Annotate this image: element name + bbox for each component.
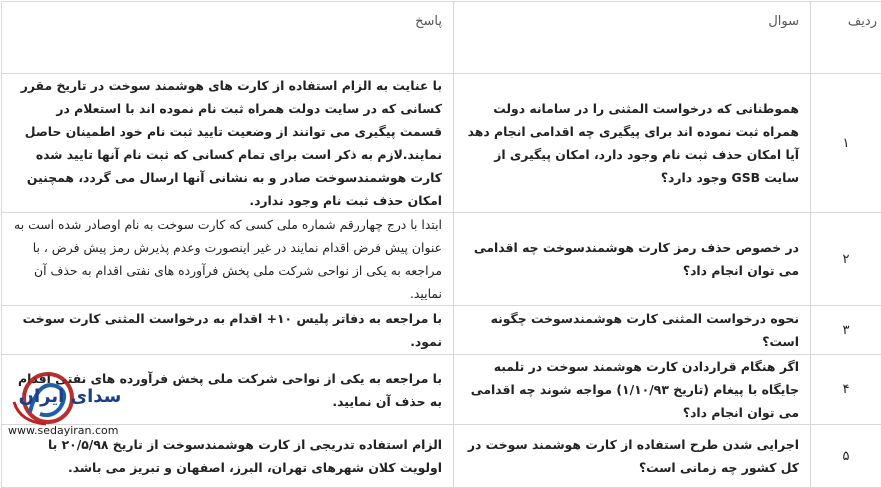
table-row — [2, 306, 881, 355]
answer-cell: ابتدا با درج چهاررقم شماره ملی کسی که کارت سوخت به نام اوصادر شده است به عنوان پیش فرض اقدام نمایند در غیر اینصورت وعدم پذیرش رمز پیش فرض ، با مراجعه به یکی از نواحی شرکت ملی پخش فرآورده های نفتی اقدام به حذف آن نمایید. — [2, 213, 454, 306]
index-cell: ۲ — [811, 213, 881, 306]
question-cell: اجرایی شدن طرح استفاده از کارت هوشمند سوخت در کل کشور چه زمانی است؟ — [454, 425, 811, 488]
index-cell: ۳ — [811, 306, 881, 355]
header-answer: پاسخ — [2, 2, 454, 74]
watermark-url: www.sedayiran.com — [8, 424, 119, 437]
question-cell: هموطنانی که درخواست المثنی را در سامانه دولت همراه ثبت نموده اند برای پیگیری چه اقدامی انجام دهد آیا امکان حذف ثبت نام وجود دارد، امکان پیگیری از سایت GSB وجود دارد؟ — [454, 74, 811, 213]
answer-cell: با مراجعه به یکی از نواحی شرکت ملی پخش فرآورده های نفتی اقدام به حذف آن نمایید. — [2, 355, 454, 425]
header-index: ردیف — [811, 2, 881, 74]
header-row — [2, 2, 881, 74]
answer-cell: الزام استفاده تدریجی از کارت هوشمندسوخت از تاریخ ۲۰/۵/۹۸ با اولویت کلان شهرهای تهران، البرز، اصفهان و تبریز می باشد. — [2, 425, 454, 488]
question-cell: در خصوص حذف رمز کارت هوشمندسوخت چه اقدامی می توان انجام داد؟ — [454, 213, 811, 306]
question-cell: اگر هنگام قراردادن کارت هوشمند سوخت در تلمبه جایگاه با پیغام (تاریخ ۱/۱۰/۹۳) مواجه شوند چه اقدامی می توان انجام داد؟ — [454, 355, 811, 425]
table-row — [2, 74, 881, 213]
index-cell: ۴ — [811, 355, 881, 425]
watermark-brand: سدای ایران — [19, 386, 122, 407]
answer-cell: با عنایت به الزام استفاده از کارت های هوشمند سوخت در تاریخ مقرر کسانی که در سایت دولت همراه ثبت نام نموده اند با استعلام در قسمت پیگیری می توانند از وضعیت تایید ثبت نام خود اطمینان حاصل نمایند.لازم به ذکر است برای تمام کسانی که ثبت نام آنها تایید شده کارت هوشمندسوخت صادر و به نشانی آنها ارسال می گردد، همچنین امکان حذف ثبت نام وجود ندارد. — [2, 74, 454, 213]
answer-cell: با مراجعه به دفاتر پلیس ۱۰+ اقدام به درخواست المثنی کارت سوخت نمود. — [2, 306, 454, 355]
header-question: سوال — [454, 2, 811, 74]
index-cell: ۱ — [811, 74, 881, 213]
question-cell: نحوه درخواست المثنی کارت هوشمندسوخت چگونه است؟ — [454, 306, 811, 355]
table-row — [2, 213, 881, 306]
index-cell: ۵ — [811, 425, 881, 488]
